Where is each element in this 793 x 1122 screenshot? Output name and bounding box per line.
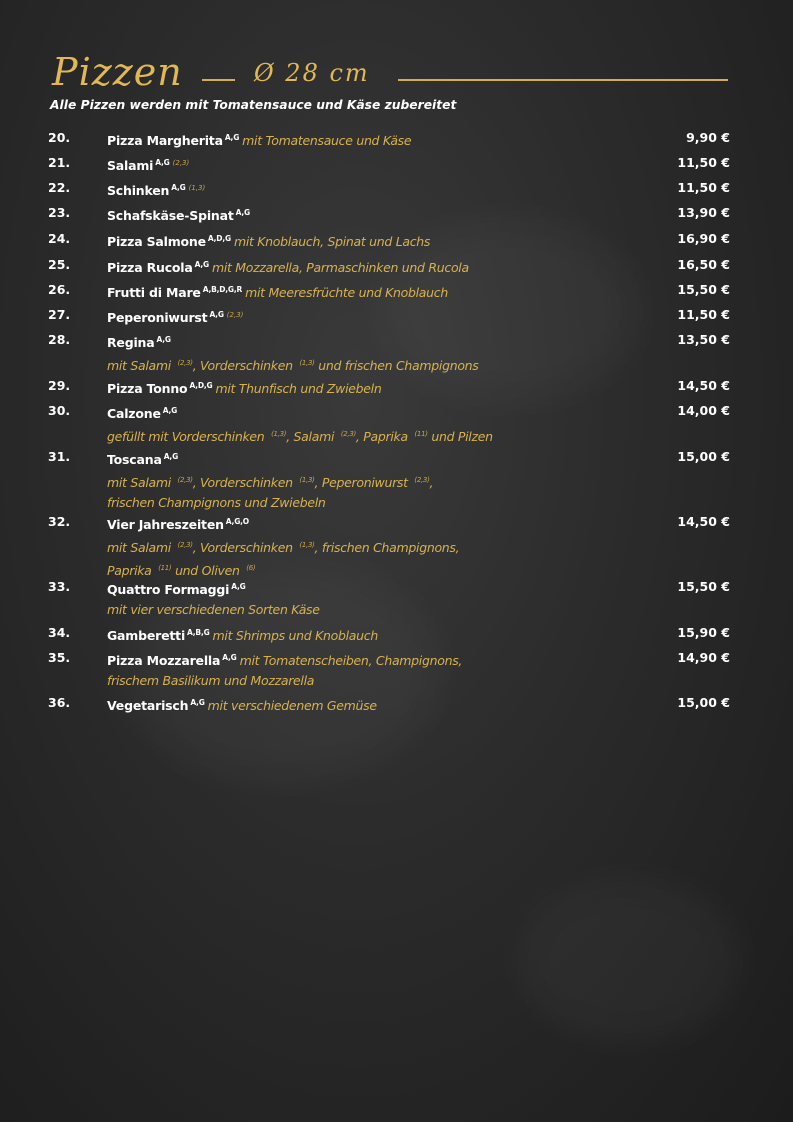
item-description: mit verschiedenem Gemüse — [207, 698, 377, 713]
title-dash — [202, 79, 235, 81]
additive-codes: (2,3) — [340, 430, 356, 438]
item-description: mit Shrimps und Knoblauch — [212, 628, 378, 643]
item-number: 31. — [48, 449, 71, 464]
item-text — [107, 577, 647, 620]
item-price: 15,00 € — [677, 449, 730, 464]
item-description: mit Tomatenscheiben, Champignons, — [239, 653, 463, 668]
description-text: frischen Champignons und Zwiebeln — [107, 495, 326, 510]
additive-codes: (2,3) — [177, 541, 193, 549]
allergen-codes: A,B,D,G,R — [202, 285, 243, 294]
allergen-codes: A,G — [194, 260, 209, 269]
item-number: 30. — [48, 403, 71, 418]
additive-codes: (1,3) — [188, 184, 206, 192]
item-text — [107, 330, 647, 376]
item-number: 21. — [48, 155, 71, 170]
additive-codes: (2,3) — [177, 359, 193, 367]
additive-codes: (11) — [414, 430, 428, 438]
item-text — [107, 229, 647, 252]
item-number: 35. — [48, 650, 71, 665]
allergen-codes: A,G — [155, 158, 170, 167]
item-price: 11,50 € — [677, 180, 730, 195]
item-price: 14,50 € — [677, 514, 730, 529]
item-number: 28. — [48, 332, 71, 347]
item-number: 26. — [48, 282, 71, 297]
item-number: 22. — [48, 180, 71, 195]
item-name: Schinken — [107, 183, 170, 198]
item-description-line — [107, 493, 647, 513]
item-price: 14,50 € — [677, 378, 730, 393]
item-text — [107, 178, 647, 201]
additive-codes: (1,3) — [299, 541, 315, 549]
item-name: Salami — [107, 158, 154, 173]
description-text: , Vorderschinken — [192, 358, 297, 373]
item-name: Pizza Salmone — [107, 234, 206, 249]
item-description: mit Tomatensauce und Käse — [242, 133, 412, 148]
description-text: mit Salami — [107, 475, 175, 490]
item-number: 32. — [48, 514, 71, 529]
allergen-codes: A,G — [222, 653, 237, 662]
additive-codes: (1,3) — [299, 476, 315, 484]
item-name: Toscana — [107, 452, 162, 467]
item-description-line — [107, 535, 647, 558]
item-number: 29. — [48, 378, 71, 393]
allergen-codes: A,G — [162, 406, 178, 415]
item-price: 14,90 € — [677, 650, 730, 665]
item-number: 25. — [48, 257, 71, 272]
item-name: Pizza Rucola — [107, 260, 193, 275]
item-price: 16,90 € — [677, 231, 730, 246]
item-text — [107, 203, 647, 226]
item-number: 34. — [48, 625, 71, 640]
item-text — [107, 401, 647, 447]
description-text: frischem Basilikum und Mozzarella — [107, 673, 315, 688]
item-price: 15,00 € — [677, 695, 730, 710]
allergen-codes: A,G,O — [225, 517, 249, 526]
additive-codes: (2,3) — [172, 159, 190, 167]
item-number: 27. — [48, 307, 71, 322]
item-number: 20. — [48, 130, 71, 145]
additive-codes: (2,3) — [177, 476, 193, 484]
allergen-codes: A,G — [209, 310, 224, 319]
item-price: 15,50 € — [677, 579, 730, 594]
description-text: und frischen Champignons — [314, 358, 479, 373]
menu-header — [52, 50, 742, 96]
item-number: 24. — [48, 231, 71, 246]
additive-codes: (2,3) — [226, 311, 244, 319]
allergen-codes: A,B,G — [187, 628, 210, 637]
item-price: 16,50 € — [677, 257, 730, 272]
item-text — [107, 447, 647, 513]
item-name: Frutti di Mare — [107, 285, 201, 300]
title-rule — [398, 79, 728, 81]
description-text: , Vorderschinken — [192, 475, 297, 490]
description-text: mit Salami — [107, 540, 175, 555]
item-name: Gamberetti — [107, 628, 186, 643]
item-name: Peperoniwurst — [107, 310, 208, 325]
description-text: Paprika — [107, 563, 156, 578]
item-text — [107, 305, 647, 328]
description-text: , Salami — [286, 429, 338, 444]
item-number: 23. — [48, 205, 71, 220]
item-price: 15,50 € — [677, 282, 730, 297]
page-title: Pizzen — [52, 50, 183, 94]
item-description: mit Meeresfrüchte und Knoblauch — [245, 285, 448, 300]
item-text — [107, 693, 647, 716]
item-name: Vier Jahreszeiten — [107, 517, 224, 532]
item-text — [107, 280, 647, 303]
item-number: 33. — [48, 579, 71, 594]
description-text: , Paprika — [355, 429, 412, 444]
description-text: mit Salami — [107, 358, 175, 373]
description-text: , frischen Champignons, — [314, 540, 460, 555]
additive-codes: (2,3) — [414, 476, 430, 484]
item-price: 13,90 € — [677, 205, 730, 220]
item-description-line — [107, 600, 647, 620]
allergen-codes: A,G — [163, 452, 179, 461]
item-number: 36. — [48, 695, 71, 710]
item-name: Calzone — [107, 406, 161, 421]
item-text — [107, 376, 647, 399]
description-text: und Oliven — [171, 563, 244, 578]
item-name: Quattro Formaggi — [107, 582, 230, 597]
item-price: 9,90 € — [686, 130, 730, 145]
description-text: mit vier verschiedenen Sorten Käse — [107, 602, 320, 617]
item-text — [107, 128, 647, 151]
item-description-line — [107, 353, 647, 376]
description-text: und Pilzen — [427, 429, 493, 444]
allergen-codes: A,G — [231, 582, 246, 591]
item-price: 11,50 € — [677, 155, 730, 170]
item-text — [107, 512, 647, 581]
item-description: mit Mozzarella, Parmaschinken und Rucola — [211, 260, 469, 275]
item-price: 13,50 € — [677, 332, 730, 347]
allergen-codes: A,G — [190, 698, 205, 707]
item-text — [107, 623, 647, 646]
item-name: Pizza Tonno — [107, 381, 188, 396]
additive-codes: (1,3) — [299, 359, 315, 367]
description-text: , — [429, 475, 434, 490]
item-name: Pizza Margherita — [107, 133, 223, 148]
allergen-codes: A,G — [235, 208, 250, 217]
item-text — [107, 648, 647, 691]
additive-codes: (6) — [246, 564, 256, 572]
item-text — [107, 153, 647, 176]
allergen-codes: A,G — [224, 133, 240, 142]
item-description-line — [107, 470, 647, 493]
item-name: Schafskäse-Spinat — [107, 208, 234, 223]
description-text: , Peperoniwurst — [314, 475, 412, 490]
description-text: , Vorderschinken — [192, 540, 297, 555]
allergen-codes: A,D,G — [189, 381, 213, 390]
pizza-size: Ø 28 cm — [254, 59, 370, 87]
item-description-line — [107, 671, 647, 691]
item-name: Vegetarisch — [107, 698, 189, 713]
allergen-codes: A,G — [171, 183, 186, 192]
subtitle: Alle Pizzen werden mit Tomatensauce und Käse zubereitet — [50, 98, 457, 112]
item-description: mit Knoblauch, Spinat und Lachs — [233, 234, 431, 249]
additive-codes: (1,3) — [271, 430, 287, 438]
item-name: Pizza Mozzarella — [107, 653, 221, 668]
additive-codes: (11) — [158, 564, 172, 572]
item-price: 15,90 € — [677, 625, 730, 640]
description-text: gefüllt mit Vorderschinken — [107, 429, 269, 444]
item-text — [107, 255, 647, 278]
allergen-codes: A,D,G — [207, 234, 231, 243]
item-description: mit Thunfisch und Zwiebeln — [215, 381, 382, 396]
item-name: Regina — [107, 335, 155, 350]
item-price: 14,00 € — [677, 403, 730, 418]
allergen-codes: A,G — [156, 335, 171, 344]
item-price: 11,50 € — [677, 307, 730, 322]
item-description-line — [107, 424, 647, 447]
